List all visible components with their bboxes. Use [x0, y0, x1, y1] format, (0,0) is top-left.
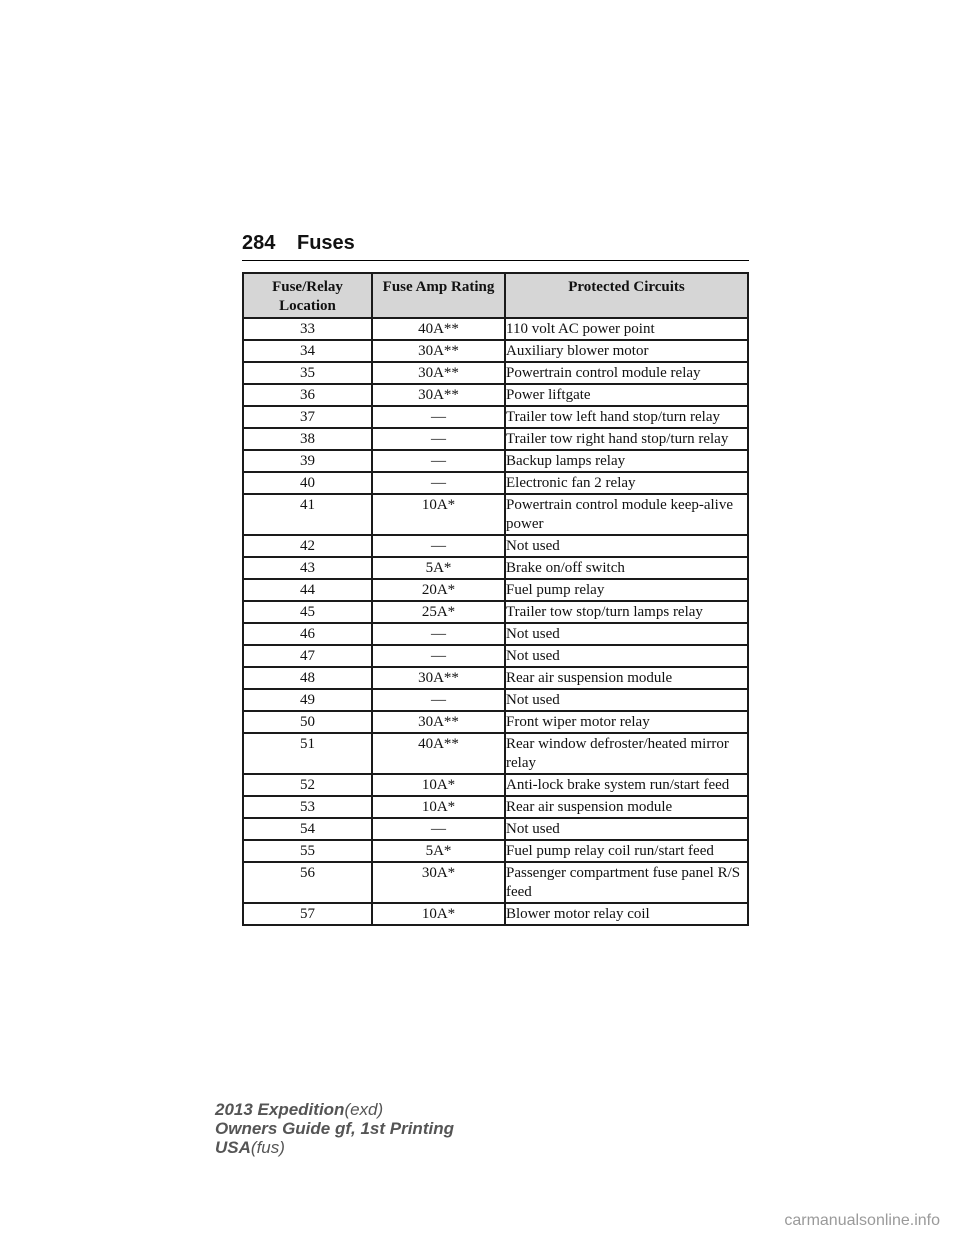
- protected-circuit-cell: Rear air suspension module: [505, 667, 748, 689]
- fuse-location-cell: 36: [243, 384, 372, 406]
- fuse-location-cell: 50: [243, 711, 372, 733]
- protected-circuit-cell: Passenger compartment fuse panel R/S feed: [505, 862, 748, 903]
- table-row: [243, 362, 748, 384]
- fuse-rating-cell: 30A**: [372, 384, 505, 406]
- fuse-location-cell: 54: [243, 818, 372, 840]
- table-row: [243, 645, 748, 667]
- table-header-row: [243, 273, 748, 318]
- fuse-location-cell: 49: [243, 689, 372, 711]
- fuse-rating-cell: —: [372, 450, 505, 472]
- table-row: [243, 774, 748, 796]
- table-row: [243, 840, 748, 862]
- protected-circuit-cell: Brake on/off switch: [505, 557, 748, 579]
- table-row: [243, 450, 748, 472]
- fuse-rating-cell: 10A*: [372, 903, 505, 925]
- table-row: [243, 818, 748, 840]
- fuse-location-cell: 38: [243, 428, 372, 450]
- protected-circuit-cell: Not used: [505, 623, 748, 645]
- protected-circuit-cell: Powertrain control module keep-alive power: [505, 494, 748, 535]
- fuse-rating-cell: 10A*: [372, 796, 505, 818]
- fuse-rating-cell: 5A*: [372, 840, 505, 862]
- fuse-rating-cell: 30A**: [372, 711, 505, 733]
- protected-circuit-cell: Rear air suspension module: [505, 796, 748, 818]
- table-row: [243, 494, 748, 535]
- table-row: [243, 711, 748, 733]
- fuse-rating-cell: 10A*: [372, 494, 505, 535]
- fuse-table: [242, 272, 749, 926]
- fuse-location-cell: 53: [243, 796, 372, 818]
- protected-circuit-cell: Anti-lock brake system run/start feed: [505, 774, 748, 796]
- protected-circuit-cell: Fuel pump relay: [505, 579, 748, 601]
- column-header-location: Fuse/Relay Location: [243, 273, 372, 318]
- protected-circuit-cell: Front wiper motor relay: [505, 711, 748, 733]
- protected-circuit-cell: Trailer tow left hand stop/turn relay: [505, 406, 748, 428]
- fuse-rating-cell: —: [372, 623, 505, 645]
- fuse-location-cell: 40: [243, 472, 372, 494]
- document-footer: [215, 1100, 454, 1157]
- fuse-location-cell: 45: [243, 601, 372, 623]
- fuse-rating-cell: —: [372, 406, 505, 428]
- table-row: [243, 557, 748, 579]
- fuse-rating-cell: —: [372, 535, 505, 557]
- fuse-location-cell: 35: [243, 362, 372, 384]
- protected-circuit-cell: Backup lamps relay: [505, 450, 748, 472]
- fuse-location-cell: 52: [243, 774, 372, 796]
- footer-model: 2013 Expedition: [215, 1100, 345, 1119]
- protected-circuit-cell: Powertrain control module relay: [505, 362, 748, 384]
- fuse-rating-cell: —: [372, 689, 505, 711]
- fuse-rating-cell: 40A**: [372, 733, 505, 774]
- footer-market: USA: [215, 1138, 251, 1157]
- page-number: 284: [242, 232, 276, 254]
- table-row: [243, 862, 748, 903]
- table-row: [243, 579, 748, 601]
- protected-circuit-cell: Power liftgate: [505, 384, 748, 406]
- fuse-location-cell: 48: [243, 667, 372, 689]
- fuse-rating-cell: 20A*: [372, 579, 505, 601]
- fuse-table-body: [243, 318, 748, 925]
- section-title: Fuses: [297, 232, 355, 254]
- table-row: [243, 667, 748, 689]
- protected-circuit-cell: Blower motor relay coil: [505, 903, 748, 925]
- fuse-rating-cell: 5A*: [372, 557, 505, 579]
- fuse-location-cell: 37: [243, 406, 372, 428]
- fuse-rating-cell: 30A*: [372, 862, 505, 903]
- fuse-location-cell: 33: [243, 318, 372, 340]
- protected-circuit-cell: 110 volt AC power point: [505, 318, 748, 340]
- table-row: [243, 384, 748, 406]
- column-header-rating: Fuse Amp Rating: [372, 273, 505, 318]
- table-row: [243, 623, 748, 645]
- protected-circuit-cell: Trailer tow stop/turn lamps relay: [505, 601, 748, 623]
- protected-circuit-cell: Auxiliary blower motor: [505, 340, 748, 362]
- fuse-rating-cell: 40A**: [372, 318, 505, 340]
- fuse-location-cell: 42: [243, 535, 372, 557]
- fuse-rating-cell: 30A**: [372, 667, 505, 689]
- fuse-location-cell: 34: [243, 340, 372, 362]
- fuse-location-cell: 41: [243, 494, 372, 535]
- table-row: [243, 318, 748, 340]
- protected-circuit-cell: Rear window defroster/heated mirror relay: [505, 733, 748, 774]
- watermark: carmanualsonline.info: [784, 1212, 940, 1229]
- fuse-location-cell: 51: [243, 733, 372, 774]
- fuse-rating-cell: 25A*: [372, 601, 505, 623]
- fuse-rating-cell: —: [372, 472, 505, 494]
- fuse-location-cell: 46: [243, 623, 372, 645]
- table-row: [243, 689, 748, 711]
- table-row: [243, 903, 748, 925]
- table-row: [243, 733, 748, 774]
- fuse-rating-cell: 10A*: [372, 774, 505, 796]
- fuse-rating-cell: 30A**: [372, 362, 505, 384]
- table-row: [243, 472, 748, 494]
- fuse-rating-cell: —: [372, 818, 505, 840]
- table-row: [243, 796, 748, 818]
- footer-model-code: (exd): [344, 1100, 384, 1119]
- fuse-location-cell: 39: [243, 450, 372, 472]
- fuse-location-cell: 56: [243, 862, 372, 903]
- footer-printing: Owners Guide gf, 1st Printing: [215, 1119, 454, 1138]
- table-row: [243, 535, 748, 557]
- fuse-rating-cell: —: [372, 428, 505, 450]
- table-row: [243, 428, 748, 450]
- fuse-location-cell: 57: [243, 903, 372, 925]
- table-row: [243, 340, 748, 362]
- fuse-rating-cell: —: [372, 645, 505, 667]
- fuse-location-cell: 43: [243, 557, 372, 579]
- protected-circuit-cell: Fuel pump relay coil run/start feed: [505, 840, 748, 862]
- protected-circuit-cell: Not used: [505, 818, 748, 840]
- fuse-location-cell: 44: [243, 579, 372, 601]
- protected-circuit-cell: Electronic fan 2 relay: [505, 472, 748, 494]
- protected-circuit-cell: Trailer tow right hand stop/turn relay: [505, 428, 748, 450]
- page-header: [242, 232, 749, 261]
- protected-circuit-cell: Not used: [505, 689, 748, 711]
- table-row: [243, 601, 748, 623]
- fuse-rating-cell: 30A**: [372, 340, 505, 362]
- protected-circuit-cell: Not used: [505, 645, 748, 667]
- protected-circuit-cell: Not used: [505, 535, 748, 557]
- fuse-location-cell: 47: [243, 645, 372, 667]
- footer-market-code: (fus): [250, 1138, 285, 1157]
- fuse-location-cell: 55: [243, 840, 372, 862]
- column-header-circuits: Protected Circuits: [505, 273, 748, 318]
- table-row: [243, 406, 748, 428]
